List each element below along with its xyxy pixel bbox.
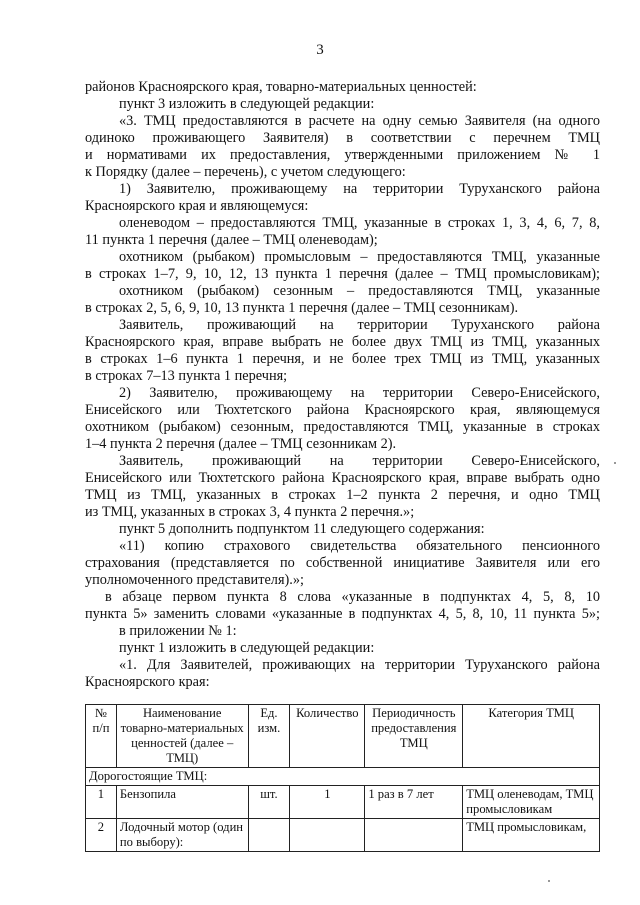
text-line: уполномоченного представителя).»; bbox=[85, 572, 304, 588]
cell-periodicity bbox=[365, 819, 463, 852]
text-line: оленеводом – предоставляются ТМЦ, указанные в строках 1, 3, 4, 6, 7, 8, bbox=[119, 215, 600, 231]
table-row bbox=[86, 819, 600, 852]
text-line: страхования (представляется по собственной инициативе Заявителя или его bbox=[85, 555, 600, 571]
cell-quantity: 1 bbox=[290, 786, 365, 819]
page-number: 3 bbox=[316, 42, 324, 58]
cell-num: 2 bbox=[86, 819, 117, 852]
text-line: Енисейского или Тюхтетского района Красноярского края, являющемуся bbox=[85, 402, 600, 418]
cell-periodicity: 1 раз в 7 лет bbox=[365, 786, 463, 819]
text-line: пункт 1 изложить в следующей редакции: bbox=[119, 640, 375, 656]
text-line: «1. Для Заявителей, проживающих на территории Туруханского района bbox=[119, 657, 600, 673]
text-line: 11 пункта 1 перечня (далее – ТМЦ оленеводам); bbox=[85, 232, 378, 248]
text-line: охотником (рыбаком) сезонным – предоставляются ТМЦ, указанные bbox=[119, 283, 600, 299]
text-line: одиноко проживающего Заявителя) в соответствии с перечнем ТМЦ bbox=[85, 130, 600, 146]
section-title: Дорогостоящие ТМЦ: bbox=[86, 768, 600, 786]
text-line: Красноярского края: bbox=[85, 674, 210, 690]
text-line: Заявитель, проживающий на территории Северо-Енисейского, bbox=[119, 453, 600, 469]
text-line: в строках 2, 5, 6, 9, 10, 13 пункта 1 перечня (далее – ТМЦ сезонникам). bbox=[85, 300, 519, 316]
cell-category: ТМЦ промысловикам, bbox=[463, 819, 600, 852]
header-quantity: Количество bbox=[290, 705, 365, 768]
text-line: в строках 1–7, 9, 10, 12, 13 пункта 1 перечня (далее – ТМЦ промысловикам); bbox=[85, 266, 600, 282]
text-line: в строках 1–6 пункта 1 перечня, и не более трех ТМЦ из ТМЦ, указанных bbox=[85, 351, 600, 367]
cell-quantity bbox=[290, 819, 365, 852]
text-line: Енисейского или Тюхтетского района Красноярского края, вправе выбрать одно bbox=[85, 470, 600, 486]
text-line: 1) Заявителю, проживающему на территории Туруханского района bbox=[119, 181, 600, 197]
text-line: в приложении № 1: bbox=[119, 623, 237, 639]
cell-unit bbox=[248, 819, 290, 852]
text-line: пункта 5» заменить словами «указанные в подпунктах 4, 5, 8, 10, 11 пункта 5»; bbox=[85, 606, 600, 622]
text-line: в строках 7–13 пункта 1 перечня; bbox=[85, 368, 288, 384]
text-line: из ТМЦ, указанных в строках 3, 4 пункта 2 перечня.»; bbox=[85, 504, 415, 520]
tmc-table bbox=[85, 704, 600, 852]
table-row bbox=[86, 786, 600, 819]
text-line: Красноярского края, вправе выбрать не более двух ТМЦ из ТМЦ, указанных bbox=[85, 334, 600, 350]
header-name: Наименование товарно-материальных ценностей (далее – ТМЦ) bbox=[116, 705, 248, 768]
text-line: ТМЦ из ТМЦ, указанных в строках 1–2 пункта 2 перечня, и одно ТМЦ bbox=[85, 487, 600, 503]
header-category: Категория ТМЦ bbox=[463, 705, 600, 768]
text-line: пункт 3 изложить в следующей редакции: bbox=[119, 96, 375, 112]
cell-category: ТМЦ оленеводам, ТМЦ промысловикам bbox=[463, 786, 600, 819]
text-line: «11) копию страхового свидетельства обязательного пенсионного bbox=[119, 538, 600, 554]
text-line: и нормативами их предоставления, утвержденными приложением № 1 bbox=[85, 147, 600, 163]
text-line: 2) Заявителю, проживающему на территории Северо-Енисейского, bbox=[119, 385, 600, 401]
text-line: в абзаце первом пункта 8 слова «указанные в подпунктах 4, 5, 8, 10 bbox=[105, 589, 600, 605]
text-line: Красноярского края и являющемуся: bbox=[85, 198, 309, 214]
table-header-row bbox=[86, 705, 600, 768]
text-line: охотником (рыбаком) сезонным, предоставляются ТМЦ, указанные в строках bbox=[85, 419, 600, 435]
text-line: 1–4 пункта 2 перечня (далее – ТМЦ сезонникам 2). bbox=[85, 436, 397, 452]
scan-speck bbox=[614, 462, 616, 464]
header-periodicity: Периодичность предоставления ТМЦ bbox=[365, 705, 463, 768]
table-section-row bbox=[86, 768, 600, 786]
scan-speck bbox=[548, 880, 550, 882]
header-num: № п/п bbox=[86, 705, 117, 768]
header-unit: Ед. изм. bbox=[248, 705, 290, 768]
cell-name: Бензопила bbox=[116, 786, 248, 819]
cell-num: 1 bbox=[86, 786, 117, 819]
text-line: районов Красноярского края, товарно-материальных ценностей: bbox=[85, 79, 477, 95]
text-line: Заявитель, проживающий на территории Туруханского района bbox=[119, 317, 600, 333]
cell-name: Лодочный мотор (один по выбору): bbox=[116, 819, 248, 852]
text-line: охотником (рыбаком) промысловым – предоставляются ТМЦ, указанные bbox=[119, 249, 600, 265]
text-line: к Порядку (далее – перечень), с учетом следующего: bbox=[85, 164, 406, 180]
cell-unit: шт. bbox=[248, 786, 290, 819]
text-line: «3. ТМЦ предоставляются в расчете на одну семью Заявителя (на одного bbox=[119, 113, 600, 129]
text-line: пункт 5 дополнить подпунктом 11 следующего содержания: bbox=[119, 521, 485, 537]
